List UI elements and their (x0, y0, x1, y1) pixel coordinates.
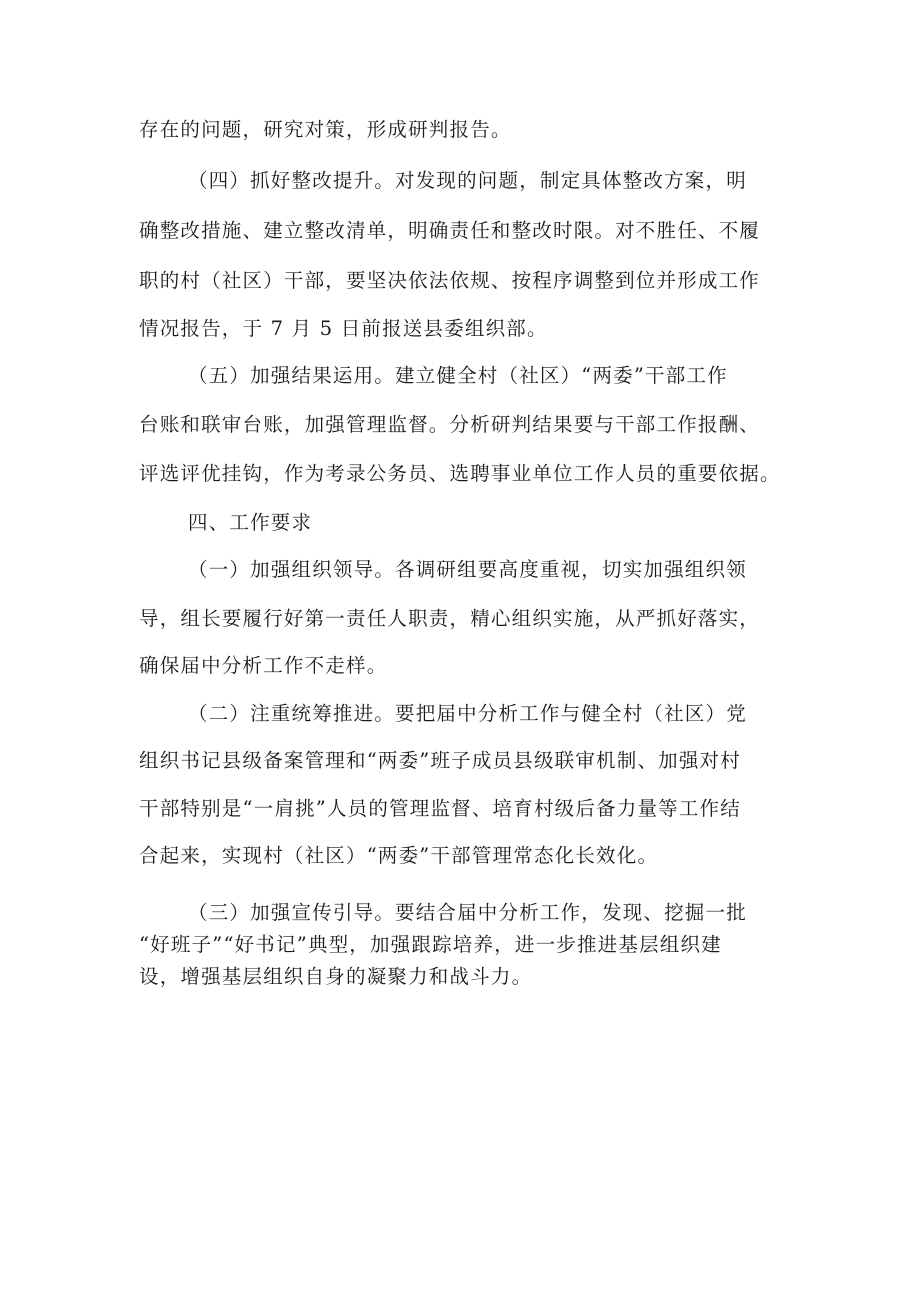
text-line: （一）加强组织领导。各调研组要高度重视，切实加强组织领 (188, 558, 747, 581)
text-line: 合起来，实现村（社区）“两委”干部管理常态化长效化。 (139, 844, 659, 867)
text-line: （二）注重统筹推进。要把届中分析工作与健全村（社区）党 (188, 702, 747, 725)
text-line: 确整改措施、建立整改清单，明确责任和整改时限。对不胜任、不履 (139, 219, 761, 242)
text-line: （五）加强结果运用。建立健全村（社区）“两委”干部工作 (188, 364, 728, 387)
section-heading: 四、工作要求 (188, 511, 313, 534)
text-line: 台账和联审台账，加强管理监督。分析研判结果要与干部工作报酬、 (139, 413, 761, 436)
text-line: 干部特别是“一肩挑”人员的管理监督、培育村级后备力量等工作结 (139, 797, 741, 820)
text-line: 确保届中分析工作不走样。 (139, 654, 388, 677)
text-line: 情况报告，于 7 月 5 日前报送县委组织部。 (139, 317, 548, 340)
text-line: 职的村（社区）干部，要坚决依法依规、按程序调整到位并形成工作 (139, 269, 761, 292)
text-line: 存在的问题，研究对策，形成研判报告。 (139, 118, 512, 141)
text-line: 评选评优挂钩，作为考录公务员、选聘事业单位工作人员的重要依据。 (139, 462, 781, 485)
text-line: “好班子”“好书记”典型，加强跟踪培养，进一步推进基层组织建 (139, 933, 722, 956)
text-line: 组织书记县级备案管理和“两委”班子成员县级联审机制、加强对村 (139, 749, 741, 772)
text-line: （四）抓好整改提升。对发现的问题，制定具体整改方案，明 (188, 169, 747, 192)
text-line: 设，增强基层组织自身的凝聚力和战斗力。 (139, 965, 533, 988)
text-line: （三）加强宣传引导。要结合届中分析工作，发现、挖掘一批 (188, 901, 747, 924)
text-line: 导，组长要履行好第一责任人职责，精心组织实施，从严抓好落实， (139, 607, 761, 630)
